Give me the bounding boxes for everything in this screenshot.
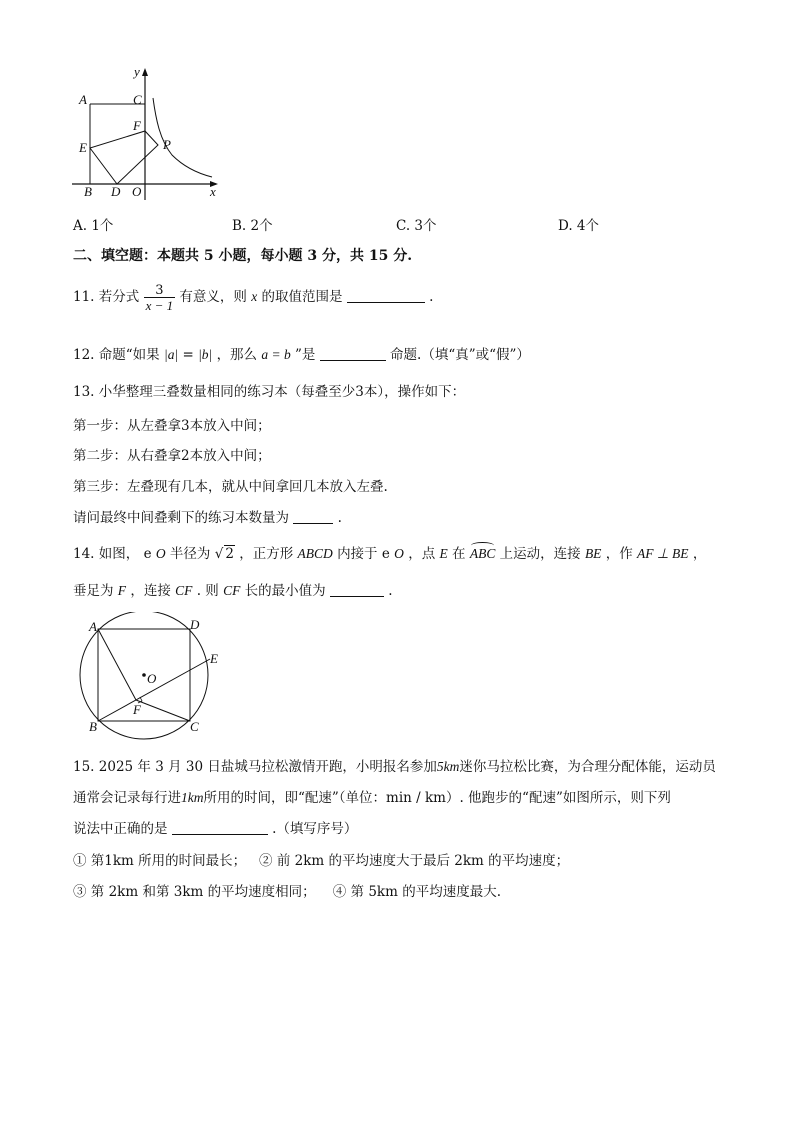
q12-suffix: 命题.（填“真”或“假”） [390, 347, 530, 363]
q15-options-3-4: ③ 第 2km 和第 3km 的平均速度相同； ④ 第 5km 的平均速度最大. [73, 884, 501, 900]
label-p: P [163, 137, 171, 152]
q14-sqrt-value: 2 [225, 546, 234, 562]
q12-expr: a = b [261, 347, 291, 362]
y-axis-arrow [142, 68, 148, 76]
q12-abs-a: |a| [163, 347, 179, 362]
q14-af-perp-be: AF ⊥ BE [637, 546, 689, 561]
quadrilateral-edpf [90, 131, 158, 184]
q15-l3-a: 说法中正确的是 [73, 821, 168, 837]
q13-line-5 [73, 506, 342, 526]
q14-f: F [117, 583, 127, 598]
q14-p2: 半径为 [169, 546, 211, 562]
q14-abcd: ABCD [297, 546, 333, 561]
figure-q14 [76, 612, 236, 740]
label-f: F [133, 702, 141, 717]
q14-l2-a: 垂足为 [73, 583, 114, 599]
q11-var: x [251, 289, 258, 304]
sqrt-sign: √ [214, 546, 224, 562]
q11-fraction [144, 284, 176, 312]
q14-l2-b: ，连接 [130, 583, 171, 599]
q13-line-2: 第一步：从左叠拿3本放入中间； [73, 418, 271, 434]
q12-quote-end: ”是 [295, 347, 316, 363]
q15-l1-a: 15. 2025 年 3 月 30 日盐城马拉松激情开跑，小明报名参加 [73, 759, 437, 775]
q14-p4: 内接于 [337, 546, 378, 562]
q10-option-c: C. 3个 [396, 218, 437, 234]
q11-mid: 有意义，则 [179, 289, 247, 305]
q13-line-3: 第二步：从右叠拿2本放入中间； [73, 448, 271, 464]
q15-1km: 1km [181, 790, 204, 805]
q15-line-1 [73, 755, 716, 775]
q11-number: 11. [73, 289, 95, 305]
q13-line-1: 13. 小华整理三叠数量相同的练习本（每叠至少3本），操作如下： [73, 384, 466, 400]
question-11 [73, 280, 433, 314]
q14-be: BE [584, 546, 602, 561]
q14-p5: ，点 [408, 546, 436, 562]
q14-end: . [388, 583, 393, 599]
label-a: A [79, 92, 87, 107]
label-b: B [84, 184, 92, 199]
label-a: A [89, 619, 97, 634]
q14-arc-abc: ABC [469, 546, 496, 561]
label-c: C [133, 92, 142, 107]
segment-be [98, 659, 210, 721]
q14-o: O [155, 546, 166, 561]
q15-line-2 [73, 786, 671, 806]
q11-frac-numerator: 3 [144, 284, 176, 298]
q14-cf: CF [175, 583, 193, 598]
q14-e: E [439, 546, 448, 561]
q15-l3-b: .（填写序号） [272, 821, 358, 837]
label-x: x [210, 184, 216, 199]
q14-p7: 上运动，连接 [499, 546, 581, 562]
label-c: C [190, 719, 199, 734]
figure-q10 [70, 62, 230, 202]
q12-prefix: 命题“如果 [98, 347, 160, 363]
q15-answer-blank[interactable] [172, 820, 268, 835]
label-e: E [210, 651, 218, 666]
q14-line-1 [73, 542, 706, 562]
q13-end: . [337, 510, 342, 526]
q15-5km: 5km [436, 759, 460, 774]
q14-o-2: O [394, 546, 404, 561]
q10-option-d: D. 4个 [558, 218, 600, 234]
label-d: D [190, 617, 200, 632]
q11-prefix: 若分式 [98, 289, 140, 305]
segment-cf [136, 700, 190, 721]
q14-p8: ，作 [605, 546, 633, 562]
q12-mid: ，那么 [216, 347, 258, 363]
question-12 [73, 343, 530, 363]
q12-answer-blank[interactable] [320, 346, 386, 361]
q11-suffix: 的取值范围是 [261, 289, 343, 305]
label-e: E [79, 140, 87, 155]
q12-number: 12. [73, 347, 95, 363]
q10-option-a: A. 1个 [73, 218, 114, 234]
q11-answer-blank[interactable] [347, 288, 425, 303]
q15-l2-b: 所用的时间，即“配速”（单位：min / km）. 他跑步的“配速”如图所示，则下列 [203, 790, 671, 806]
q10-option-b: B. 2个 [232, 218, 273, 234]
label-o: O [147, 671, 157, 686]
q14-p6: 在 [452, 546, 466, 562]
q12-eq: = [182, 347, 194, 363]
q15-l1-b: 迷你马拉松比赛，为合理分配体能，运动员 [459, 759, 716, 775]
q13-line-4: 第三步：左叠现有几本，就从中间拿回几本放入左叠. [73, 479, 388, 495]
q11-end: . [429, 289, 434, 305]
q15-options-1-2: ① 第1km 所用的时间最长； ② 前 2km 的平均速度大于最后 2km 的平均速度； [73, 853, 570, 869]
q14-l2-d: 长的最小值为 [244, 583, 326, 599]
q14-p3: ，正方形 [239, 546, 294, 562]
label-o: O [132, 184, 142, 199]
section-title: 二、填空题：本题共 5 小题，每小题 3 分，共 15 分. [73, 248, 413, 264]
q14-l2-c: . 则 [196, 583, 219, 599]
q14-p9: ， [692, 546, 707, 562]
segment-af [98, 629, 136, 700]
q14-number: 14. [73, 546, 95, 562]
q13-answer-blank[interactable] [293, 509, 333, 524]
circle-symbol: e [143, 546, 152, 562]
center-point [142, 673, 146, 677]
q14-answer-blank[interactable] [330, 582, 384, 597]
q15-l2-a: 通常会记录每行进 [73, 790, 181, 806]
q11-frac-denominator: x − 1 [145, 297, 174, 313]
circle-symbol-2: e [381, 546, 390, 562]
q15-line-3 [73, 817, 357, 837]
label-d: D [111, 184, 121, 199]
label-b: B [89, 719, 97, 734]
q14-cf-2: CF [223, 583, 241, 598]
label-y: y [134, 64, 140, 79]
hyperbola-curve [153, 98, 212, 177]
q13-question: 请问最终中间叠剩下的练习本数量为 [73, 510, 289, 526]
label-f: F [133, 118, 141, 133]
q14-line-2 [73, 579, 393, 599]
q14-p1: 如图， [98, 546, 140, 562]
q12-abs-b: |b| [198, 347, 213, 362]
